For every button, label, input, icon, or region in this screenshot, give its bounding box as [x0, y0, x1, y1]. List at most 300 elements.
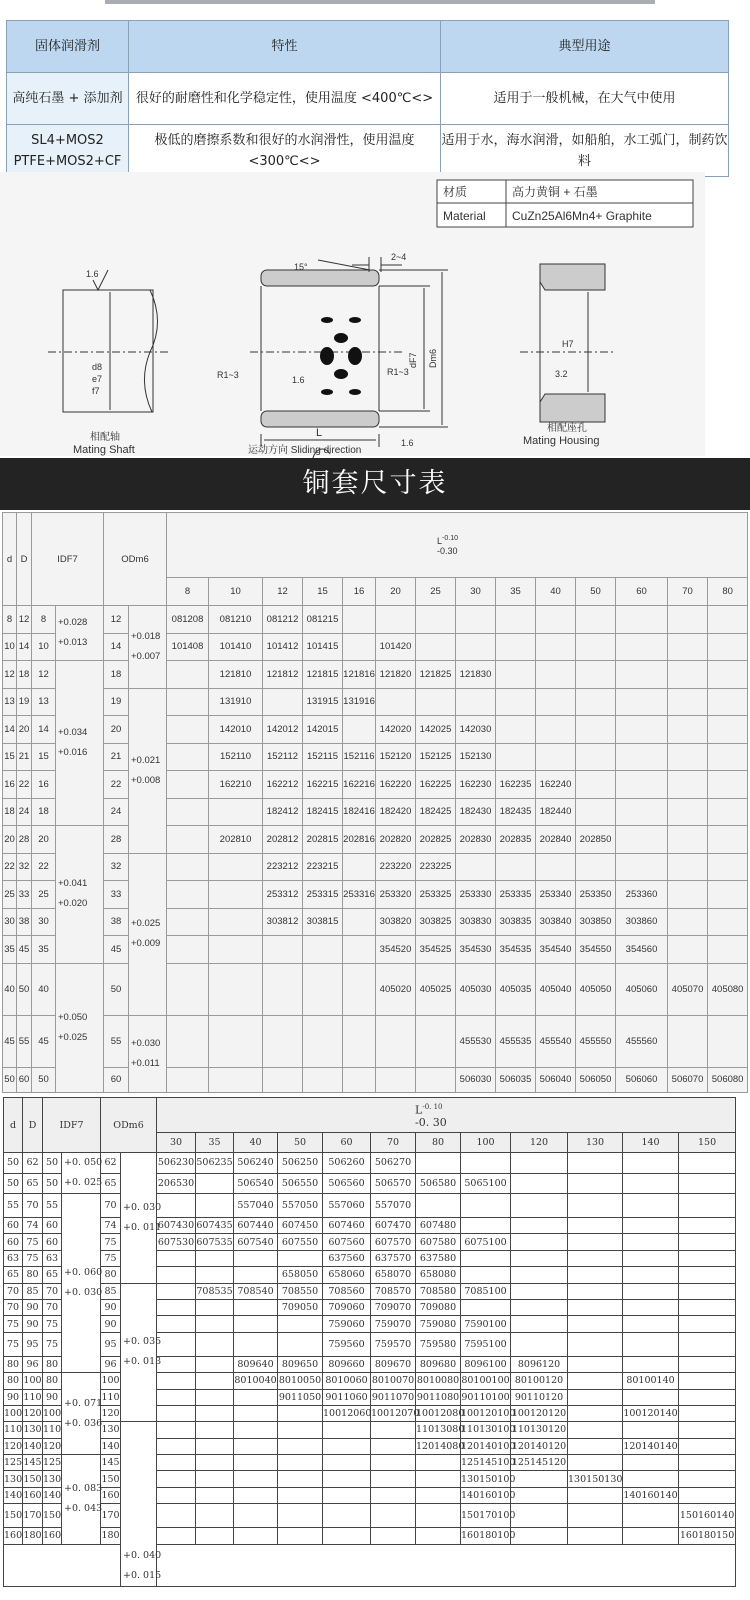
part-code-cell [209, 798, 263, 826]
length-column-header: 140 [623, 1133, 679, 1153]
part-code-cell: 142015 [303, 716, 343, 744]
tolerance-upper: +0.018 [131, 630, 161, 642]
cell-id: 80 [43, 1373, 62, 1389]
part-code-cell [209, 908, 263, 936]
part-code-cell: 759080 [416, 1316, 461, 1332]
part-code-cell: 8096100 [461, 1356, 511, 1372]
cell-id: 12 [32, 661, 56, 689]
part-code-cell: 202830 [456, 826, 496, 854]
part-code-cell [167, 881, 209, 909]
part-code-cell [167, 853, 209, 881]
part-code-cell: 607530 [157, 1234, 196, 1250]
part-code-cell: 303830 [456, 908, 496, 936]
part-code-cell: 809640 [234, 1356, 278, 1372]
length-label: L [437, 535, 443, 546]
cell-d: 35 [3, 936, 17, 964]
part-code-cell [708, 716, 748, 744]
part-code-cell [196, 1250, 234, 1266]
part-code-cell [209, 1015, 263, 1067]
cell-D: 75 [23, 1250, 43, 1266]
header-properties: 特性 [129, 21, 441, 73]
part-code-cell: 152125 [416, 743, 456, 771]
cell-id: 125 [43, 1455, 62, 1471]
cell-d: 80 [4, 1373, 23, 1389]
cell-d: 100 [4, 1405, 23, 1421]
length-column-header: 40 [536, 578, 576, 606]
cell-od: 55 [104, 1015, 129, 1067]
part-code-cell [416, 688, 456, 716]
table-row [3, 716, 748, 744]
part-code-cell [196, 1316, 234, 1332]
cell-D: 80 [23, 1267, 43, 1283]
part-code-cell: 182425 [416, 798, 456, 826]
part-code-cell [496, 853, 536, 881]
cell-od: 75 [101, 1250, 121, 1266]
part-code-cell: 223225 [416, 853, 456, 881]
part-code-cell: 9011050 [278, 1389, 323, 1405]
table-row [4, 1389, 736, 1405]
part-code-cell [157, 1299, 196, 1315]
bushing-length: L [316, 427, 323, 439]
part-code-cell: 100120120 [511, 1405, 568, 1421]
tolerance-upper: +0.021 [131, 754, 161, 766]
spacer-cell [157, 1544, 736, 1586]
part-code-cell: 120140140 [623, 1438, 679, 1454]
part-code-cell [167, 1067, 209, 1092]
tolerance-upper: +0. 035 [123, 1336, 162, 1348]
part-code-cell: 150160140 [679, 1504, 736, 1528]
part-code-cell [157, 1504, 196, 1528]
length-column-header: 35 [496, 578, 536, 606]
shaft-roughness: 1.6 [86, 269, 99, 279]
part-code-cell: 658050 [278, 1267, 323, 1283]
cell-id: 100 [43, 1405, 62, 1421]
part-code-cell [461, 1153, 511, 1174]
part-code-cell: 125145100 [461, 1455, 511, 1471]
part-code-cell [157, 1283, 196, 1299]
part-code-cell: 708570 [371, 1283, 416, 1299]
part-code-cell: 202820 [376, 826, 416, 854]
part-code-cell [278, 1422, 323, 1438]
part-code-cell: 506035 [496, 1067, 536, 1092]
part-code-cell [167, 688, 209, 716]
part-code-cell: 607570 [371, 1234, 416, 1250]
table-row [4, 1528, 736, 1544]
spacer-cell [4, 1544, 121, 1586]
cell-d: 12 [3, 661, 17, 689]
cell-d: 8 [3, 606, 17, 634]
cell-d: 55 [4, 1194, 23, 1218]
part-code-cell: 405025 [416, 963, 456, 1015]
part-code-cell: 253325 [416, 881, 456, 909]
cell-D: 85 [23, 1283, 43, 1299]
tolerance-lower: +0.013 [58, 637, 88, 648]
length-column-header: 130 [568, 1133, 623, 1153]
cell-od: 75 [101, 1234, 121, 1250]
shaft-tol-e7: e7 [92, 374, 103, 384]
part-code-cell [668, 633, 708, 661]
cell-id: 14 [32, 716, 56, 744]
length-column-header: 60 [616, 578, 668, 606]
part-code-cell [323, 1422, 371, 1438]
cell-id: 50 [43, 1173, 62, 1194]
part-code-cell [568, 1332, 623, 1356]
part-code-cell [278, 1405, 323, 1421]
cell-d: 45 [3, 1015, 17, 1067]
table-row [4, 1373, 736, 1389]
cell-od: 180 [101, 1528, 121, 1544]
length-column-header: 30 [456, 578, 496, 606]
part-code-cell [167, 771, 209, 799]
part-code-cell [371, 1487, 416, 1503]
part-code-cell [167, 936, 209, 964]
table-row [4, 1194, 736, 1218]
tolerance-upper: +0. 083 [64, 1483, 103, 1495]
part-code-cell: 125145120 [511, 1455, 568, 1471]
part-code-cell: 759060 [323, 1316, 371, 1332]
part-code-cell [679, 1194, 736, 1218]
table-row [4, 1153, 736, 1174]
cell-id: 160 [43, 1528, 62, 1544]
part-code-cell: 6075100 [461, 1234, 511, 1250]
part-code-cell [616, 633, 668, 661]
cell-d: 22 [3, 853, 17, 881]
cell-D: 60 [17, 1067, 32, 1092]
part-code-cell [668, 908, 708, 936]
part-code-cell: 223212 [263, 853, 303, 881]
part-code-cell: 9011060 [323, 1389, 371, 1405]
part-code-cell [167, 826, 209, 854]
part-code-cell: 121812 [263, 661, 303, 689]
part-code-cell [278, 1455, 323, 1471]
part-code-cell: 253320 [376, 881, 416, 909]
part-code-cell: 162220 [376, 771, 416, 799]
part-code-cell [376, 688, 416, 716]
part-code-cell: 708535 [196, 1283, 234, 1299]
idf7-tolerance [62, 1153, 101, 1194]
table-row [4, 1356, 736, 1372]
part-code-cell [623, 1389, 679, 1405]
cell-id: 20 [32, 826, 56, 854]
shaft-label-cn: 相配轴 [90, 432, 120, 443]
part-code-cell [536, 716, 576, 744]
bushing-outer-dia: Dm6 [428, 348, 438, 368]
cell-D: 74 [23, 1218, 43, 1234]
cell-od: 90 [101, 1299, 121, 1315]
part-code-cell [668, 716, 708, 744]
part-code-cell: 182430 [456, 798, 496, 826]
table-row [3, 633, 748, 661]
part-code-cell: 506260 [323, 1153, 371, 1174]
part-code-cell: 354560 [616, 936, 668, 964]
part-code-cell [157, 1250, 196, 1266]
idf7-tolerance [62, 1373, 101, 1455]
part-code-cell: 303840 [536, 908, 576, 936]
part-code-cell: 506235 [196, 1153, 234, 1174]
part-code-cell: 202815 [303, 826, 343, 854]
part-code-cell: 131915 [303, 688, 343, 716]
part-code-cell [416, 1528, 461, 1544]
tolerance-lower: +0. 015 [123, 1569, 162, 1581]
part-code-cell: 455540 [536, 1015, 576, 1067]
part-code-cell: 8010060 [323, 1373, 371, 1389]
cell-d: 40 [3, 963, 17, 1015]
part-code-cell [576, 688, 616, 716]
part-code-cell [668, 881, 708, 909]
part-code-cell [708, 826, 748, 854]
part-code-cell [157, 1389, 196, 1405]
tolerance-lower: +0.016 [58, 747, 88, 758]
cell-id: 25 [32, 881, 56, 909]
table-row [3, 743, 748, 771]
cell-d: 70 [4, 1283, 23, 1299]
part-code-cell [679, 1438, 736, 1454]
part-code-cell: 253330 [456, 881, 496, 909]
header-D: D [17, 513, 32, 606]
part-code-cell [576, 743, 616, 771]
table-row [4, 1504, 736, 1528]
length-tol-upper: -0. 10 [422, 1102, 443, 1111]
part-code-cell [568, 1405, 623, 1421]
length-tol-upper: -0.10 [442, 534, 458, 542]
part-code-cell [623, 1299, 679, 1315]
idf7-tolerance [62, 1194, 101, 1373]
cell-od: 80 [101, 1267, 121, 1283]
table-row [4, 1283, 736, 1299]
part-code-cell [416, 1455, 461, 1471]
header-D: D [23, 1098, 43, 1153]
cell-od: 140 [101, 1438, 121, 1454]
part-code-cell: 182435 [496, 798, 536, 826]
part-code-cell: 8010050 [278, 1373, 323, 1389]
length-column-header: 100 [461, 1133, 511, 1153]
part-code-cell: 607435 [196, 1218, 234, 1234]
part-code-cell [456, 606, 496, 634]
cell-d: 160 [4, 1528, 23, 1544]
part-code-cell [157, 1422, 196, 1438]
part-code-cell [568, 1455, 623, 1471]
part-code-cell [536, 688, 576, 716]
cell-d: 150 [4, 1504, 23, 1528]
part-code-cell [371, 1504, 416, 1528]
part-code-cell [157, 1471, 196, 1487]
cell-id: 150 [43, 1504, 62, 1528]
cell-D: 38 [17, 908, 32, 936]
part-code-cell [511, 1194, 568, 1218]
tolerance-upper: +0.050 [58, 1011, 88, 1023]
part-code-cell [209, 853, 263, 881]
table-row [3, 1067, 748, 1092]
part-code-cell: 607540 [234, 1234, 278, 1250]
part-code-cell: 142025 [416, 716, 456, 744]
cell-d: 110 [4, 1422, 23, 1438]
part-code-cell: 142020 [376, 716, 416, 744]
part-code-cell [456, 633, 496, 661]
part-code-cell [568, 1194, 623, 1218]
part-code-cell [371, 1422, 416, 1438]
part-code-cell [511, 1173, 568, 1194]
part-code-cell [576, 771, 616, 799]
length-column-header: 16 [343, 578, 376, 606]
part-code-cell [234, 1422, 278, 1438]
cell-D: 180 [23, 1528, 43, 1544]
part-code-cell: 223215 [303, 853, 343, 881]
part-code-cell [196, 1267, 234, 1283]
part-code-cell [343, 936, 376, 964]
part-code-cell: 557070 [371, 1194, 416, 1218]
length-column-header: 30 [157, 1133, 196, 1153]
tolerance-lower: +0.011 [131, 1057, 160, 1069]
part-code-cell [616, 716, 668, 744]
part-code-cell: 142012 [263, 716, 303, 744]
length-column-header: 8 [167, 578, 209, 606]
part-code-cell [679, 1173, 736, 1194]
part-code-cell [568, 1173, 623, 1194]
part-code-cell: 253360 [616, 881, 668, 909]
cell-od: 22 [104, 771, 129, 799]
part-code-cell: 506080 [708, 1067, 748, 1092]
part-code-cell [511, 1316, 568, 1332]
housing-fit: H7 [562, 339, 574, 349]
part-code-cell: 182416 [343, 798, 376, 826]
cell-d: 50 [3, 1067, 17, 1092]
part-code-cell: 506550 [278, 1173, 323, 1194]
length-column-header: 12 [263, 578, 303, 606]
cell-d: 130 [4, 1471, 23, 1487]
cell-D: 96 [23, 1356, 43, 1372]
part-code-cell: 152115 [303, 743, 343, 771]
part-code-cell [568, 1153, 623, 1174]
cell-D: 33 [17, 881, 32, 909]
part-code-cell [623, 1528, 679, 1544]
part-code-cell [196, 1422, 234, 1438]
table-row [3, 908, 748, 936]
part-code-cell: 142030 [456, 716, 496, 744]
part-code-cell [234, 1299, 278, 1315]
idf7-tolerance [62, 1455, 101, 1545]
part-code-cell: 150170100 [461, 1504, 511, 1528]
part-code-cell [623, 1422, 679, 1438]
part-code-cell: 101408 [167, 633, 209, 661]
part-code-cell [416, 606, 456, 634]
bushing-roughness-outer: 1.6 [401, 438, 414, 448]
part-code-cell: 303812 [263, 908, 303, 936]
table-row [3, 606, 748, 634]
part-code-cell: 607440 [234, 1218, 278, 1234]
part-code-cell [376, 1067, 416, 1092]
table-row [4, 1173, 736, 1194]
part-code-cell [679, 1153, 736, 1174]
part-code-cell: 142010 [209, 716, 263, 744]
idf7-tolerance [56, 826, 104, 964]
part-code-cell: 80100120 [511, 1373, 568, 1389]
part-code-cell: 709060 [323, 1299, 371, 1315]
shaft-tol-d8: d8 [92, 362, 103, 372]
part-code-cell [708, 908, 748, 936]
part-code-cell: 506070 [668, 1067, 708, 1092]
part-code-cell [371, 1471, 416, 1487]
part-code-cell [679, 1422, 736, 1438]
part-code-cell [679, 1356, 736, 1372]
part-code-cell: 253335 [496, 881, 536, 909]
part-code-cell [511, 1153, 568, 1174]
part-code-cell [668, 853, 708, 881]
size-table-small [2, 512, 748, 1093]
part-code-cell [343, 716, 376, 744]
part-code-cell [668, 606, 708, 634]
table-row [4, 1267, 736, 1283]
part-code-cell [416, 1015, 456, 1067]
part-code-cell [461, 1267, 511, 1283]
part-code-cell: 557050 [278, 1194, 323, 1218]
part-code-cell: 506040 [536, 1067, 576, 1092]
part-code-cell [496, 606, 536, 634]
length-column-header: 70 [668, 578, 708, 606]
part-code-cell [196, 1389, 234, 1405]
cell-id: 10 [32, 633, 56, 661]
part-code-cell: 607480 [416, 1218, 461, 1234]
tolerance-lower: +0.009 [131, 938, 161, 949]
part-code-cell [234, 1455, 278, 1471]
table-row [4, 1332, 736, 1356]
part-code-cell [278, 1250, 323, 1266]
part-code-cell [196, 1487, 234, 1503]
part-code-cell [196, 1455, 234, 1471]
part-code-cell [416, 633, 456, 661]
cell-d: 30 [3, 908, 17, 936]
part-code-cell [323, 1438, 371, 1454]
part-code-cell: 101415 [303, 633, 343, 661]
cell-od: 96 [101, 1356, 121, 1372]
part-code-cell: 709070 [371, 1299, 416, 1315]
length-label: L [415, 1103, 423, 1117]
part-code-cell [616, 606, 668, 634]
shaft-label-en: Mating Shaft [73, 444, 135, 456]
part-code-cell [568, 1316, 623, 1332]
part-code-cell [708, 798, 748, 826]
part-code-cell [568, 1250, 623, 1266]
cell-d: 60 [4, 1234, 23, 1250]
part-code-cell [576, 798, 616, 826]
part-code-cell [511, 1218, 568, 1234]
part-code-cell [263, 1067, 303, 1092]
cell-D: 95 [23, 1332, 43, 1356]
part-code-cell [708, 661, 748, 689]
cell-id: 140 [43, 1487, 62, 1503]
part-code-cell [511, 1299, 568, 1315]
part-code-cell: 759580 [416, 1332, 461, 1356]
part-code-cell [623, 1234, 679, 1250]
cell-od: 70 [101, 1194, 121, 1218]
part-code-cell [668, 688, 708, 716]
part-code-cell [496, 633, 536, 661]
idf7-tolerance [56, 963, 104, 1092]
part-code-cell [576, 633, 616, 661]
part-code-cell [536, 743, 576, 771]
housing-label-en: Mating Housing [523, 435, 600, 447]
part-code-cell [568, 1438, 623, 1454]
part-code-cell [209, 936, 263, 964]
part-code-cell: 10012080 [416, 1405, 461, 1421]
size-table-title: 铜套尺寸表 [0, 458, 750, 510]
part-code-cell [343, 963, 376, 1015]
cell-id: 60 [43, 1218, 62, 1234]
part-code-cell [278, 1487, 323, 1503]
cell-id: 75 [43, 1332, 62, 1356]
technical-drawing [0, 172, 705, 456]
part-code-cell [623, 1332, 679, 1356]
part-code-cell [303, 1015, 343, 1067]
